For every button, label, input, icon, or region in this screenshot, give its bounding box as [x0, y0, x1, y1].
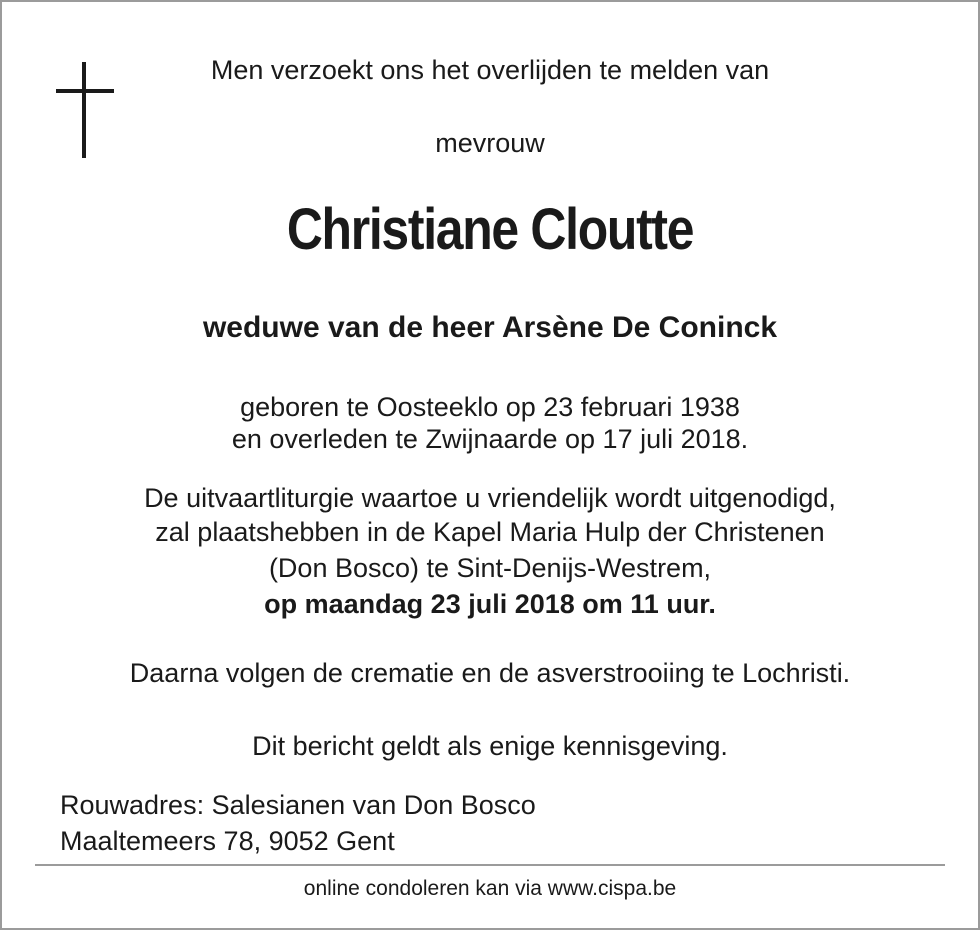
funeral-line-1: De uitvaartliturgie waartoe u vriendelijk wordt uitgenodigd,	[144, 483, 836, 513]
death-line: en overleden te Zwijnaarde op 17 juli 2018.	[231, 424, 749, 454]
address-line-1: Rouwadres: Salesianen van Don Bosco	[60, 790, 536, 820]
divider	[35, 864, 945, 866]
intro-text: Men verzoekt ons het overlijden te melden van	[210, 55, 770, 85]
funeral-line-3: (Don Bosco) te Sint-Denijs-Westrem,	[268, 553, 712, 583]
widow-line: weduwe van de heer Arsène De Coninck	[202, 311, 778, 344]
only-notice-line: Dit bericht geldt als enige kennisgeving.	[252, 731, 728, 761]
birth-line: geboren te Oosteeklo op 23 februari 1938	[240, 392, 740, 422]
address-line-2: Maaltemeers 78, 9052 Gent	[60, 826, 395, 856]
cremation-line: Daarna volgen de crematie en de asverstrooiing te Lochristi.	[129, 658, 851, 688]
funeral-line-2: zal plaatshebben in de Kapel Maria Hulp der Christenen	[155, 517, 825, 547]
deceased-name: Christiane Cloutte	[286, 197, 694, 262]
salutation: mevrouw	[435, 128, 545, 158]
online-condolence-text: online condoleren kan via www.cispa.be	[303, 877, 677, 900]
funeral-date-line: op maandag 23 juli 2018 om 11 uur.	[264, 589, 716, 619]
